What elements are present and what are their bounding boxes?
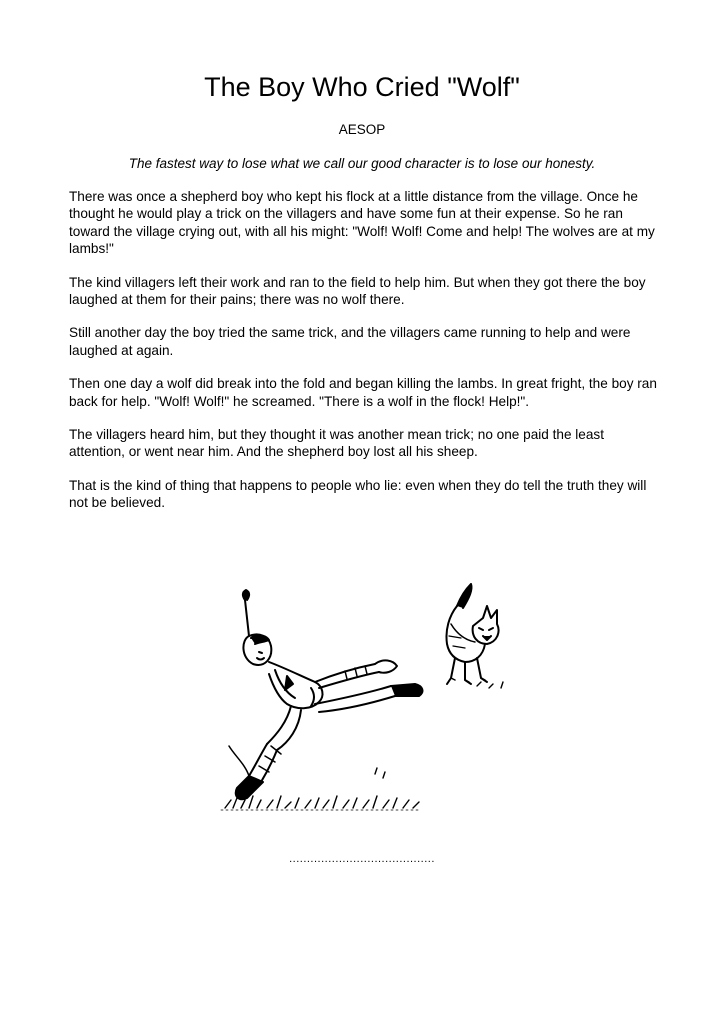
story-body <box>69 188 659 528</box>
author-name: AESOP <box>338 122 386 137</box>
moral-subtitle: The fastest way to lose what we call our good character is to lose our honesty. <box>128 156 596 171</box>
page-title: The Boy Who Cried "Wolf" <box>204 72 520 102</box>
story-paragraph: Then one day a wolf did break into the fold and began killing the lambs. In great fright, the boy ran back for help. "Wolf! Wolf!" he screamed. "There is a wolf in the flock! Help!". <box>69 376 657 409</box>
story-paragraph: The kind villagers left their work and ran to the field to help him. But when they got there the boy laughed at them for their pains; there was no wolf there. <box>69 274 646 308</box>
story-paragraph: Still another day the boy tried the same trick, and the villagers came running to help and were laughed at again. <box>69 325 631 358</box>
story-paragraph: That is the kind of thing that happens to people who lie: even when they do tell the truth they will not be believed. <box>69 477 647 511</box>
wolf-figure <box>446 584 503 688</box>
boy-running-from-wolf-illustration <box>215 578 505 818</box>
story-paragraph: The villagers heard him, but they thought it was another mean trick; no one paid the least attention, or went near him. And the shepherd boy lost all his sheep. <box>69 427 604 460</box>
boy-figure <box>229 590 422 799</box>
signature-line: ......................................... <box>289 853 435 865</box>
story-paragraph: There was once a shepherd boy who kept his flock at a little distance from the village. Once he thought he would play a trick on the villagers and have some fun at their expense. So he ran toward the village crying out, with all his might: "Wolf! Wolf! Come and help! The wolves are at my lambs!" <box>69 189 655 257</box>
